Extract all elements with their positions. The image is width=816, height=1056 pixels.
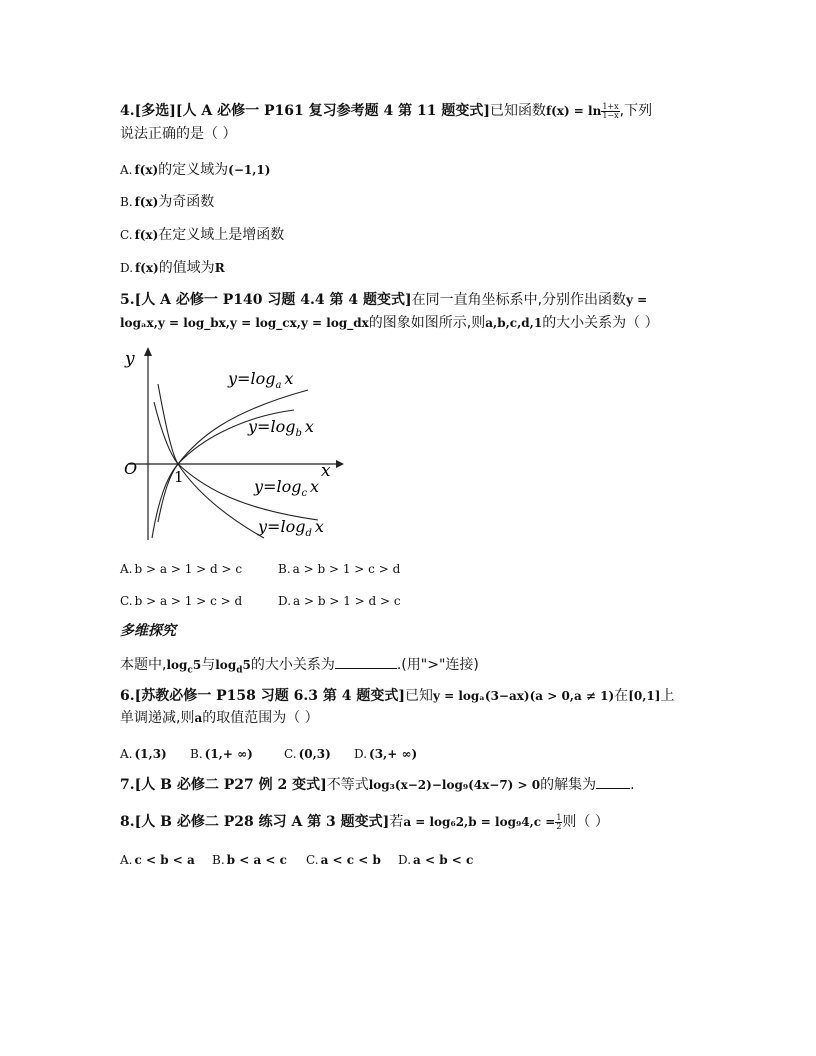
- option-label: C.: [120, 594, 133, 608]
- q4-option-d[interactable]: [120, 258, 700, 278]
- q5-option-d[interactable]: [278, 591, 401, 611]
- option-label: B.: [120, 195, 133, 209]
- option-text: b > a > 1 > c > d: [134, 594, 243, 608]
- option-math-2: (−1,1): [228, 163, 271, 177]
- q5-options-row-2: [120, 591, 700, 611]
- q8-frac-numerator: 1: [556, 812, 562, 822]
- q6-options-row: [120, 744, 700, 764]
- label-log-a: [227, 369, 293, 391]
- q8-option-b[interactable]: [212, 850, 306, 870]
- option-text: (0,3): [298, 747, 331, 761]
- q7-period: .: [630, 777, 635, 793]
- q7-stem-line: [120, 775, 700, 795]
- option-label: B.: [278, 562, 291, 576]
- q4-stem-line-2: [120, 124, 700, 144]
- explore-log-d5: $\log_d5$: [215, 658, 251, 676]
- graph-x-label: x: [321, 461, 331, 481]
- option-label: D.: [278, 594, 292, 608]
- q5-stem-text: 在同一直角坐标系中,分别作出函数: [411, 292, 627, 308]
- label-log-d: [257, 517, 324, 539]
- option-label: D.: [120, 261, 134, 275]
- q8-stem-end: 则（ ）: [562, 814, 609, 830]
- q8-frac-denominator: 2: [556, 821, 562, 831]
- q5-stem-math: y =: [626, 293, 648, 307]
- option-text: a > b > 1 > c > d: [292, 562, 401, 576]
- option-text: c < b < a: [134, 853, 195, 867]
- q4-frac-numerator: 1+x: [602, 101, 619, 111]
- q8-heading: 8.[人 B 必修二 P28 练习 A 第 3 题变式]: [120, 814, 390, 830]
- option-text: a > b > 1 > d > c: [293, 594, 401, 608]
- q6-stem-text-3: 单调递减,则: [120, 710, 195, 726]
- graph-one-label: 1: [174, 468, 184, 486]
- explore-text: 本题中,: [120, 657, 167, 673]
- q6-option-a[interactable]: [120, 744, 190, 764]
- q4-stem-question: 说法正确的是（ ）: [120, 126, 237, 142]
- option-text: 在定义域上是增函数: [158, 227, 285, 243]
- graph-y-label: y: [125, 349, 135, 369]
- label-log-b: [247, 417, 314, 439]
- option-text: b < a < c: [226, 853, 287, 867]
- explore-text-3: 的大小关系为: [250, 657, 335, 673]
- q6-stem-math: y = logₐ(3−ax)(a > 0,a ≠ 1): [432, 689, 615, 703]
- option-math-2: R: [214, 261, 225, 275]
- option-text: 的值域为: [158, 260, 215, 276]
- svg-text:y=logcx: $y=\log_c$ x: [254, 477, 320, 499]
- option-text: (3,+ ∞): [369, 747, 418, 761]
- q7-stem-text: 不等式: [326, 777, 369, 793]
- log-graph: [118, 342, 348, 542]
- graph-origin-label: O: [124, 459, 138, 478]
- q5-stem-line-1: [120, 290, 700, 310]
- explore-text-4: .(用">"连接): [396, 657, 479, 673]
- q5-explore-line: [120, 655, 700, 680]
- svg-text:y=logdx: $y=\log_d$ x: [258, 517, 324, 539]
- q6-stem-text: 已知: [404, 688, 433, 704]
- q4-stem-line-1: [120, 101, 700, 121]
- label-log-c: [253, 477, 319, 499]
- option-text: a < c < b: [320, 853, 381, 867]
- q5-option-a[interactable]: [120, 559, 278, 579]
- curve-log-d: [158, 384, 264, 538]
- explore-log-c5: $\log_c5$: [166, 658, 202, 676]
- option-math: f(x): [134, 228, 159, 242]
- option-label: A.: [120, 853, 133, 867]
- q6-heading: 6.[苏教必修一 P158 习题 6.3 第 4 题变式]: [120, 688, 405, 704]
- q6-option-b[interactable]: [190, 744, 284, 764]
- q6-option-d[interactable]: [354, 744, 417, 764]
- q4-stem-text: 已知函数: [489, 103, 546, 119]
- q7-inequality: log₃(x−2)−log₉(4x−7) > 0: [368, 778, 541, 792]
- option-math: f(x): [134, 163, 159, 177]
- q5-heading: 5.[人 A 必修一 P140 习题 4.4 第 4 题变式]: [120, 292, 412, 308]
- q5-stem-text-2: 的图象如图所示,则: [368, 315, 486, 331]
- option-text: (1,3): [134, 747, 167, 761]
- explore-text-2: 与: [201, 657, 216, 673]
- q6-var-a: a: [194, 711, 203, 725]
- option-text: 为奇函数: [158, 194, 215, 210]
- q7-answer-blank[interactable]: [596, 776, 630, 789]
- option-label: D.: [398, 853, 412, 867]
- q4-function: f(x) = ln: [545, 104, 602, 118]
- q7-stem-end: 的解集为: [540, 777, 597, 793]
- option-label: C.: [284, 747, 297, 761]
- q4-option-c[interactable]: [120, 225, 700, 245]
- option-label: A.: [120, 747, 133, 761]
- explore-answer-blank[interactable]: [335, 656, 397, 669]
- q7-heading: 7.[人 B 必修二 P27 例 2 变式]: [120, 777, 327, 793]
- q6-option-c[interactable]: [284, 744, 354, 764]
- q6-stem-text-2: 在: [614, 688, 629, 704]
- q4-heading: 4.[多选][人 A 必修一 P161 复习参考题 4 第 11 题变式]: [120, 103, 490, 119]
- q8-option-d[interactable]: [398, 850, 473, 870]
- option-label: C.: [120, 228, 133, 242]
- option-label: A.: [120, 163, 133, 177]
- option-text: (1,+ ∞): [204, 747, 253, 761]
- q5-option-c[interactable]: [120, 591, 278, 611]
- q4-option-a[interactable]: [120, 160, 700, 180]
- explore-title: 多维探究: [120, 623, 176, 639]
- option-text: b > a > 1 > d > c: [134, 562, 243, 576]
- q6-stem-line-1: [120, 686, 700, 706]
- q4-frac-denominator: 1−x: [602, 110, 619, 120]
- q8-stem-text: 若: [389, 814, 404, 830]
- q6-stem-line-2: [120, 708, 700, 728]
- q6-interval: [0,1]: [628, 689, 661, 703]
- svg-text:y=logax: $y=\log_a$ x: [228, 369, 294, 391]
- option-label: D.: [354, 747, 368, 761]
- x-axis-arrow-icon: [336, 460, 344, 468]
- option-text: 的定义域为: [158, 162, 229, 178]
- option-label: B.: [212, 853, 225, 867]
- q4-stem-tail: ,下列: [619, 103, 653, 119]
- q5-functions: logₐx,y = log_bx,y = log_cx,y = log_dx: [120, 316, 369, 330]
- q5-vars: a,b,c,d,1: [485, 316, 543, 330]
- option-math: f(x): [134, 195, 159, 209]
- q5-stem-end: 的大小关系为（ ）: [542, 315, 659, 331]
- q6-stem-end-2: 的取值范围为（ ）: [202, 710, 319, 726]
- q6-stem-end: 上: [660, 688, 675, 704]
- option-label: B.: [190, 747, 203, 761]
- q8-stem-line: [120, 812, 700, 832]
- q4-fraction: [601, 103, 619, 120]
- q8-option-c[interactable]: [306, 850, 398, 870]
- q4-option-b[interactable]: [120, 192, 700, 212]
- option-label: C.: [306, 853, 319, 867]
- q5-stem-line-2: [120, 313, 700, 333]
- q8-options-row: [120, 850, 700, 870]
- option-label: A.: [120, 562, 133, 576]
- y-axis-arrow-icon: [144, 347, 152, 356]
- q8-definitions: a = log₆2,b = log₉4,c =: [403, 815, 556, 829]
- q5-explore-title-line: [120, 621, 700, 641]
- q5-option-b[interactable]: [278, 559, 400, 579]
- option-math: f(x): [135, 261, 159, 275]
- q8-option-a[interactable]: [120, 850, 212, 870]
- svg-text:y=logbx: $y=\log_b$ x: [248, 417, 314, 439]
- q5-options-row-1: [120, 559, 700, 579]
- option-text: a < b < c: [413, 853, 474, 867]
